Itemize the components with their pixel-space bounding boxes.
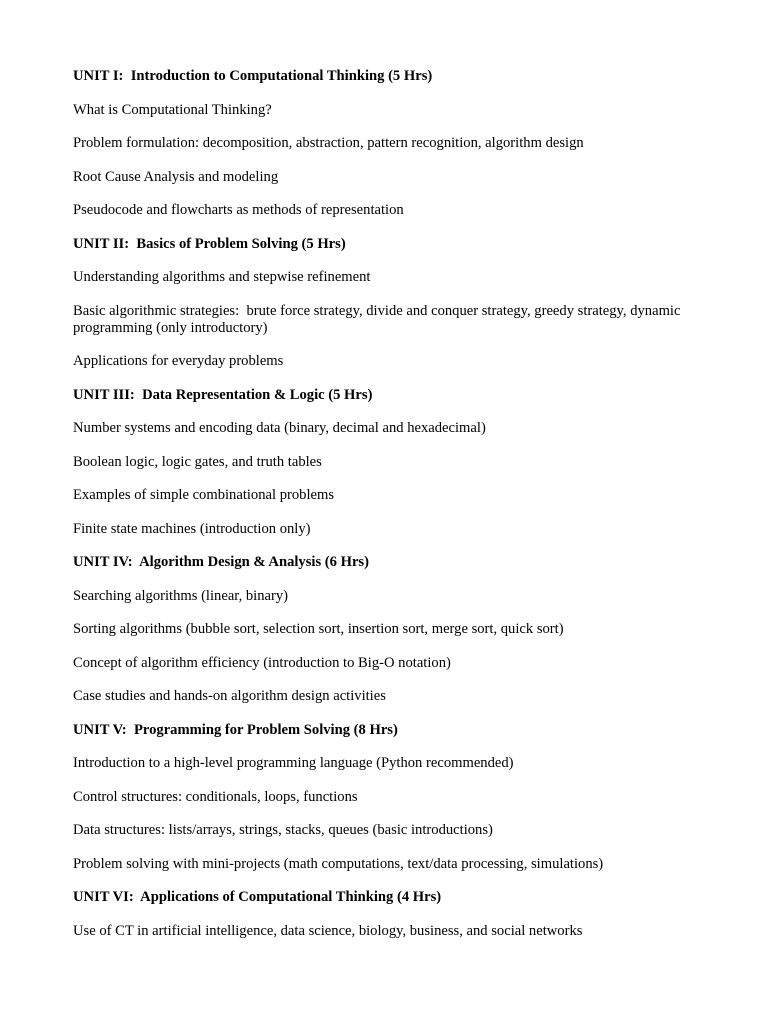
unit-1-topic-2: Problem formulation: decomposition, abstraction, pattern recognition, algorithm design [73,135,584,151]
unit-1-topic-1: What is Computational Thinking? [73,101,272,118]
unit-4-topic-1: Searching algorithms (linear, binary) [73,587,289,604]
unit-3-topic-3: Examples of simple combinational problems [73,487,335,503]
unit-4-topic-3: Concept of algorithm efficiency (introduction to Big-O notation) [73,654,451,671]
unit-4-heading: UNIT IV: Algorithm Design & Analysis (6 Hrs) [73,554,369,570]
unit-5-topic-1: Introduction to a high-level programming language (Python recommended) [73,755,514,771]
unit-4-topic-2: Sorting algorithms (bubble sort, selection sort, insertion sort, merge sort, quick sort) [73,621,564,637]
unit-1-topic-3: Root Cause Analysis and modeling [73,168,279,185]
unit-4-topic-4: Case studies and hands-on algorithm design activities [73,688,386,704]
unit-5-topic-2: Control structures: conditionals, loops, functions [73,788,358,805]
unit-3-topic-4: Finite state machines (introduction only) [73,520,311,537]
unit-6-heading: UNIT VI: Applications of Computational Thinking (4 Hrs) [73,889,442,905]
unit-2-topic-1: Understanding algorithms and stepwise refinement [73,269,371,285]
unit-2-heading: UNIT II: Basics of Problem Solving (5 Hrs) [73,235,346,252]
unit-5-heading: UNIT V: Programming for Problem Solving (8 Hrs) [73,721,398,738]
unit-1-topic-4: Pseudocode and flowcharts as methods of representation [73,202,404,218]
unit-3-heading: UNIT III: Data Representation & Logic (5 Hrs) [73,386,373,403]
unit-5-topic-4: Problem solving with mini-projects (math computations, text/data processing, simulations) [73,855,604,872]
unit-3-topic-1: Number systems and encoding data (binary, decimal and hexadecimal) [73,420,486,436]
unit-1-heading: UNIT I: Introduction to Computational Thinking (5 Hrs) [73,68,433,84]
document-page [73,68,693,956]
unit-5-topic-3: Data structures: lists/arrays, strings, stacks, queues (basic introductions) [73,822,493,838]
unit-3-topic-2: Boolean logic, logic gates, and truth tables [73,453,322,470]
unit-6-topic-1: Use of CT in artificial intelligence, data science, biology, business, and social networks [73,922,583,939]
unit-2-topic-3: Applications for everyday problems [73,353,284,369]
unit-2-topic-2: Basic algorithmic strategies: brute force strategy, divide and conquer strategy, greedy strategy, dynamic programming (only introductory) [73,302,685,336]
